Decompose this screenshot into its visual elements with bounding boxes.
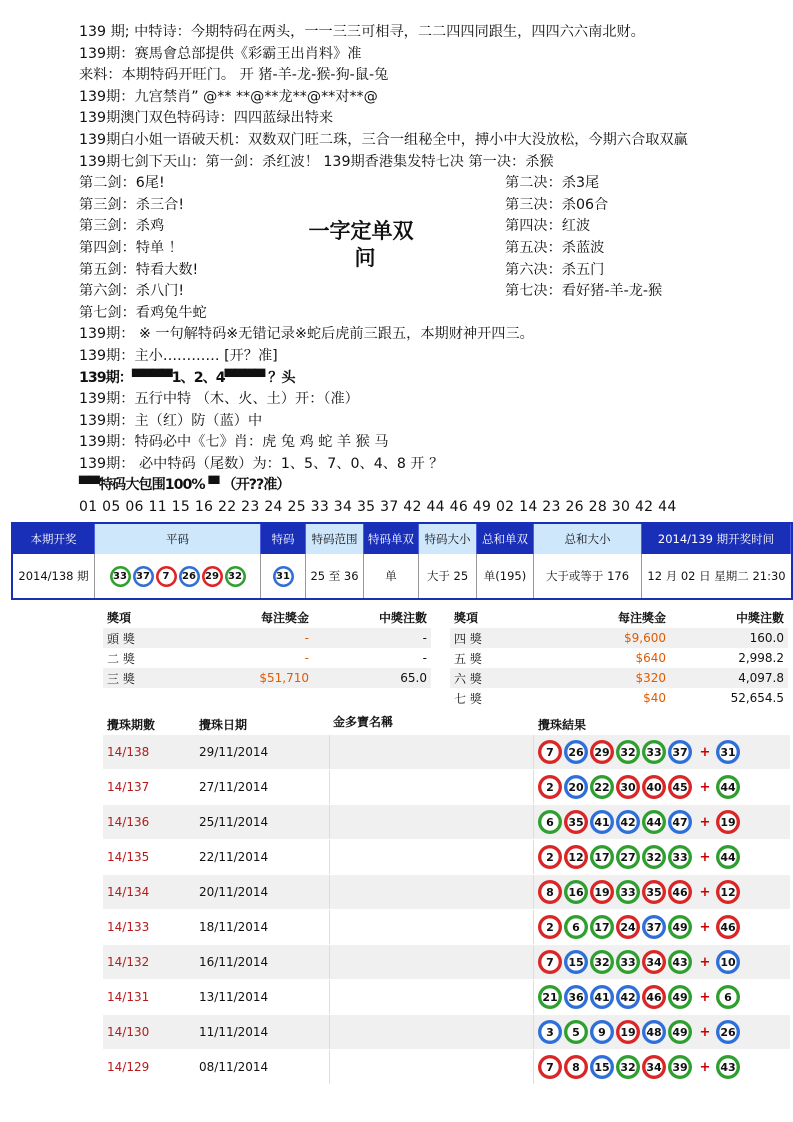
draw-issue: 14/130 <box>107 1025 150 1039</box>
special-ball: 19 <box>716 810 740 834</box>
lottery-ball: 45 <box>668 775 692 799</box>
header-cell: 2014/139 期开奖时间 <box>642 524 791 554</box>
plus-sign: + <box>699 989 711 1005</box>
table-row <box>103 875 790 910</box>
text-line: 139期白小姐一语破天机：双数双门旺二珠，三合一组秘全中，搏小中大没放松，今期六合取双赢 <box>79 131 688 148</box>
prize-row <box>103 648 431 668</box>
lottery-ball: 2 <box>538 915 562 939</box>
draw-issue: 14/131 <box>107 990 150 1004</box>
lottery-ball: 19 <box>590 880 614 904</box>
header-cell: 獎項 <box>107 610 132 625</box>
header-cell: 特码单双 <box>364 524 419 554</box>
sword-left: 第六剑：杀八门! <box>79 283 185 300</box>
lottery-ball: 33 <box>668 845 692 869</box>
lottery-ball: 16 <box>564 880 588 904</box>
prize-row <box>103 668 431 688</box>
prize-count: 2,998.2 <box>738 651 784 665</box>
prize-count: 65.0 <box>400 671 427 685</box>
draw-date: 18/11/2014 <box>199 920 269 934</box>
lottery-ball: 7 <box>156 566 177 587</box>
lottery-ball: 41 <box>590 810 614 834</box>
plus-sign: + <box>699 884 711 900</box>
prize-count: 52,654.5 <box>730 691 784 705</box>
draw-date: 25/11/2014 <box>199 815 269 829</box>
sum-size-cell: 大于或等于 176 <box>534 554 642 598</box>
sword-right: 第七决：看好猪-羊-龙-猴 <box>505 283 663 300</box>
text-line: 139期：赛馬會总部提供《彩霸王出肖料》准 <box>79 45 362 62</box>
sword-row <box>79 195 793 217</box>
header-cell: 中獎注數 <box>735 610 784 625</box>
period-cell: 2014/138 期 <box>13 554 95 598</box>
lottery-ball: 3 <box>538 1020 562 1044</box>
special-ball: 12 <box>716 880 740 904</box>
prize-amount: $9,600 <box>624 631 666 645</box>
special-ball-cell <box>261 554 306 598</box>
sword-left: 第二剑：6尾! <box>79 175 165 192</box>
prize-row <box>450 648 788 668</box>
prize-amount: - <box>304 651 309 665</box>
prize-row <box>103 628 431 648</box>
prize-count: - <box>422 631 427 645</box>
draw-history-table <box>103 713 790 1085</box>
plus-sign: + <box>699 1059 711 1075</box>
lottery-ball: 7 <box>538 740 562 764</box>
plus-sign: + <box>699 954 711 970</box>
jackpot-name <box>329 735 534 769</box>
draw-result <box>534 985 790 1009</box>
lottery-ball: 6 <box>538 810 562 834</box>
text-line: 139期：主（红）防（蓝）中 <box>79 412 263 429</box>
lottery-ball: 33 <box>110 566 131 587</box>
lottery-ball: 21 <box>538 985 562 1009</box>
lottery-ball: 8 <box>538 880 562 904</box>
lottery-ball: 46 <box>668 880 692 904</box>
table-row <box>103 1050 790 1085</box>
lottery-ball: 37 <box>133 566 154 587</box>
draw-date: 22/11/2014 <box>199 850 269 864</box>
prize-table-left <box>103 606 431 688</box>
lottery-ball: 22 <box>590 775 614 799</box>
result-table <box>11 522 793 600</box>
table-row <box>103 840 790 875</box>
plus-sign: + <box>699 849 711 865</box>
lottery-ball: 39 <box>668 1055 692 1079</box>
header-cell: 每注獎金 <box>260 610 309 625</box>
lottery-ball: 26 <box>564 740 588 764</box>
prize-amount: $320 <box>635 671 666 685</box>
draw-date: 20/11/2014 <box>199 885 269 899</box>
header-cell: 特码范围 <box>306 524 364 554</box>
draw-result <box>534 1020 790 1044</box>
draw-date: 08/11/2014 <box>199 1060 269 1074</box>
text-line: 139期澳门双色特码诗：四四蓝绿出特来 <box>79 110 334 127</box>
draw-issue: 14/135 <box>107 850 150 864</box>
lottery-ball: 43 <box>668 950 692 974</box>
prize-name: 六 獎 <box>454 671 482 686</box>
sword-right: 第五决：杀蓝波 <box>505 239 605 256</box>
text-line: 139期： ※ 一句解特码※无错记录※蛇后虎前三跟五，本期财神开四三。 <box>79 326 534 343</box>
draw-time-cell: 12 月 02 日 星期二 21:30 <box>647 569 786 583</box>
special-ball: 44 <box>716 845 740 869</box>
prize-row <box>450 688 788 708</box>
text-line: 139期： 必中特码（尾数）为：1、5、7、0、4、8 开 ？ <box>79 455 444 472</box>
sword-row <box>79 281 793 303</box>
text-line: 139期七剑下天山：第一剑：杀红波！ 139期香港集发特七决 第一决：杀猴 <box>79 153 554 170</box>
draw-result <box>534 950 790 974</box>
prize-header <box>450 606 788 628</box>
draw-issue: 14/138 <box>107 745 150 759</box>
result-body <box>13 554 791 598</box>
sum-odd-even-cell: 单(195) <box>477 554 534 598</box>
sword-right: 第四决：红波 <box>505 218 591 235</box>
draw-issue: 14/134 <box>107 885 150 899</box>
lottery-ball: 47 <box>668 810 692 834</box>
lottery-ball: 2 <box>538 775 562 799</box>
special-ball: 43 <box>716 1055 740 1079</box>
lottery-ball: 41 <box>590 985 614 1009</box>
lottery-ball: 9 <box>590 1020 614 1044</box>
jackpot-name <box>329 945 534 979</box>
number-list: 01 05 06 11 15 16 22 23 24 25 33 34 35 37 42 44 46 49 02 14 23 26 28 30 42 44 <box>79 499 677 516</box>
text-line: 139 期; 中特诗：今期特码在两头，一一三三可相寻，二二四四同跟生，四四六六南北财。 <box>79 24 645 40</box>
header-cell: 金多寶名稱 <box>333 715 394 729</box>
lottery-ball: 6 <box>564 915 588 939</box>
lottery-ball: 24 <box>616 915 640 939</box>
prize-amount: $640 <box>635 651 666 665</box>
prize-count: 160.0 <box>749 631 784 645</box>
lottery-ball: 12 <box>564 845 588 869</box>
header-cell: 每注獎金 <box>617 610 666 625</box>
header-cell: 本期开奖 <box>13 524 95 554</box>
text-line: 139期：主小………… [开？准] <box>79 347 278 364</box>
draw-result <box>534 880 790 904</box>
jackpot-name <box>329 910 534 944</box>
header-cell: 平码 <box>95 524 261 554</box>
range-cell: 25 至 36 <box>306 554 364 598</box>
table-row <box>103 945 790 980</box>
prize-count: 4,097.8 <box>738 671 784 685</box>
plus-sign: + <box>699 744 711 760</box>
lottery-ball: 33 <box>616 880 640 904</box>
sword-left: 第七剑：看鸡兔牛蛇 <box>79 304 207 321</box>
plus-sign: + <box>699 779 711 795</box>
lottery-ball: 37 <box>668 740 692 764</box>
header-cell: 攪珠日期 <box>199 717 248 732</box>
headline-text <box>296 218 426 272</box>
jackpot-name <box>329 1050 534 1084</box>
table-row <box>103 805 790 840</box>
lottery-ball: 32 <box>616 1055 640 1079</box>
text-line: 139期：▀▀▀▀1、2、4▀▀▀▀ ？头 <box>79 369 295 386</box>
lottery-ball: 42 <box>616 810 640 834</box>
draw-date: 29/11/2014 <box>199 745 269 759</box>
sword-right: 第二决：杀3尾 <box>505 175 600 192</box>
draw-issue: 14/136 <box>107 815 150 829</box>
text-line: 来料：本期特码开旺门。 开 猪-羊-龙-猴-狗-鼠-兔 <box>79 67 389 84</box>
draw-date: 16/11/2014 <box>199 955 269 969</box>
table-row <box>103 770 790 805</box>
sword-row <box>79 238 793 260</box>
headline-line: 问 <box>354 246 376 270</box>
prediction-text-block <box>79 22 793 519</box>
draw-issue: 14/132 <box>107 955 150 969</box>
draw-result <box>534 1055 790 1079</box>
lottery-ball: 44 <box>642 810 666 834</box>
sword-left: 第三剑：杀三合! <box>79 196 185 213</box>
size-cell: 大于 25 <box>419 554 477 598</box>
lottery-ball: 34 <box>642 950 666 974</box>
odd-even-cell: 单 <box>364 554 419 598</box>
lottery-ball: 17 <box>590 845 614 869</box>
jackpot-name <box>329 770 534 804</box>
special-ball: 44 <box>716 775 740 799</box>
history-header <box>103 713 790 735</box>
sword-row <box>79 303 793 325</box>
lottery-ball: 27 <box>616 845 640 869</box>
lottery-ball: 7 <box>538 950 562 974</box>
lottery-ball: 49 <box>668 915 692 939</box>
header-cell: 总和大小 <box>534 524 642 554</box>
result-header <box>13 524 791 554</box>
prize-amount: - <box>304 631 309 645</box>
regular-balls <box>95 554 261 598</box>
table-row <box>103 980 790 1015</box>
jackpot-name <box>329 875 534 909</box>
special-ball: 31 <box>273 566 294 587</box>
lottery-ball: 26 <box>179 566 200 587</box>
header-cell: 总和单双 <box>477 524 534 554</box>
sword-right: 第六决：杀五门 <box>505 261 605 278</box>
draw-result <box>534 845 790 869</box>
lottery-ball: 48 <box>642 1020 666 1044</box>
draw-issue: 14/133 <box>107 920 150 934</box>
draw-result <box>534 915 790 939</box>
jackpot-name <box>329 840 534 874</box>
lottery-ball: 36 <box>564 985 588 1009</box>
lottery-ball: 35 <box>564 810 588 834</box>
sword-left: 第五剑：特看大数! <box>79 261 199 278</box>
table-row <box>103 735 790 770</box>
header-cell: 攪珠結果 <box>538 717 587 732</box>
jackpot-name <box>329 980 534 1014</box>
sword-left: 第四剑：特单 ！ <box>79 239 183 256</box>
lottery-ball: 33 <box>616 950 640 974</box>
sword-row <box>79 216 793 238</box>
prize-row <box>450 628 788 648</box>
table-row <box>103 910 790 945</box>
lottery-ball: 32 <box>642 845 666 869</box>
lottery-ball: 35 <box>642 880 666 904</box>
draw-issue: 14/137 <box>107 780 150 794</box>
lottery-ball: 46 <box>642 985 666 1009</box>
lottery-ball: 32 <box>616 740 640 764</box>
header-cell: 攪珠期數 <box>107 717 156 732</box>
text-line: 139期：九宫禁肖” @** **@**龙**@**对**@ <box>79 88 378 105</box>
jackpot-name <box>329 1015 534 1049</box>
jackpot-name <box>329 805 534 839</box>
header-cell: 獎項 <box>454 610 479 625</box>
lottery-ball: 32 <box>225 566 246 587</box>
draw-issue: 14/129 <box>107 1060 150 1074</box>
prize-count: - <box>422 651 427 665</box>
header-cell: 特码 <box>261 524 306 554</box>
sword-row <box>79 173 793 195</box>
prize-name: 七 獎 <box>454 691 482 706</box>
draw-result <box>534 740 790 764</box>
lottery-ball: 17 <box>590 915 614 939</box>
sword-right: 第三决：杀06合 <box>505 196 609 213</box>
lottery-ball: 29 <box>590 740 614 764</box>
table-row <box>103 1015 790 1050</box>
lottery-ball: 32 <box>590 950 614 974</box>
special-ball: 31 <box>716 740 740 764</box>
draw-date: 27/11/2014 <box>199 780 269 794</box>
sword-row <box>79 260 793 282</box>
sword-left: 第三剑：杀鸡 <box>79 218 165 235</box>
lottery-ball: 2 <box>538 845 562 869</box>
prize-name: 頭 獎 <box>107 631 135 646</box>
plus-sign: + <box>699 814 711 830</box>
headline-line: 一字定单双 <box>308 219 414 243</box>
prize-amount: $51,710 <box>259 671 309 685</box>
lottery-ball: 40 <box>642 775 666 799</box>
lottery-ball: 49 <box>668 985 692 1009</box>
lottery-ball: 37 <box>642 915 666 939</box>
lottery-ball: 5 <box>564 1020 588 1044</box>
lottery-ball: 7 <box>538 1055 562 1079</box>
lottery-ball: 29 <box>202 566 223 587</box>
prize-name: 二 獎 <box>107 651 135 666</box>
draw-result <box>534 810 790 834</box>
lottery-ball: 8 <box>564 1055 588 1079</box>
plus-sign: + <box>699 919 711 935</box>
prize-row <box>450 668 788 688</box>
prize-name: 五 獎 <box>454 651 482 666</box>
lottery-ball: 15 <box>590 1055 614 1079</box>
header-cell: 特码大小 <box>419 524 477 554</box>
lottery-ball: 42 <box>616 985 640 1009</box>
special-ball: 10 <box>716 950 740 974</box>
text-line: ▀▀特码大包围100% ▀ （开??准） <box>79 477 290 494</box>
prize-name: 三 獎 <box>107 671 135 686</box>
prize-amount: $40 <box>643 691 666 705</box>
lottery-ball: 30 <box>616 775 640 799</box>
special-ball: 46 <box>716 915 740 939</box>
lottery-ball: 15 <box>564 950 588 974</box>
draw-result <box>534 775 790 799</box>
draw-date: 11/11/2014 <box>199 1025 269 1039</box>
lottery-ball: 34 <box>642 1055 666 1079</box>
plus-sign: + <box>699 1024 711 1040</box>
text-line: 139期：五行中特 （木、火、土）开：（准） <box>79 391 359 408</box>
prize-name: 四 獎 <box>454 631 482 646</box>
lottery-ball: 19 <box>616 1020 640 1044</box>
header-cell: 中獎注數 <box>378 610 427 625</box>
history-rows <box>103 735 790 1085</box>
draw-date: 13/11/2014 <box>199 990 269 1004</box>
text-line: 139期：特码必中《七》肖：虎 兔 鸡 蛇 羊 猴 马 <box>79 434 389 451</box>
lottery-ball: 33 <box>642 740 666 764</box>
lottery-ball: 20 <box>564 775 588 799</box>
prize-table-right <box>450 606 788 708</box>
lottery-ball: 49 <box>668 1020 692 1044</box>
prize-header <box>103 606 431 628</box>
special-ball: 26 <box>716 1020 740 1044</box>
special-ball: 6 <box>716 985 740 1009</box>
